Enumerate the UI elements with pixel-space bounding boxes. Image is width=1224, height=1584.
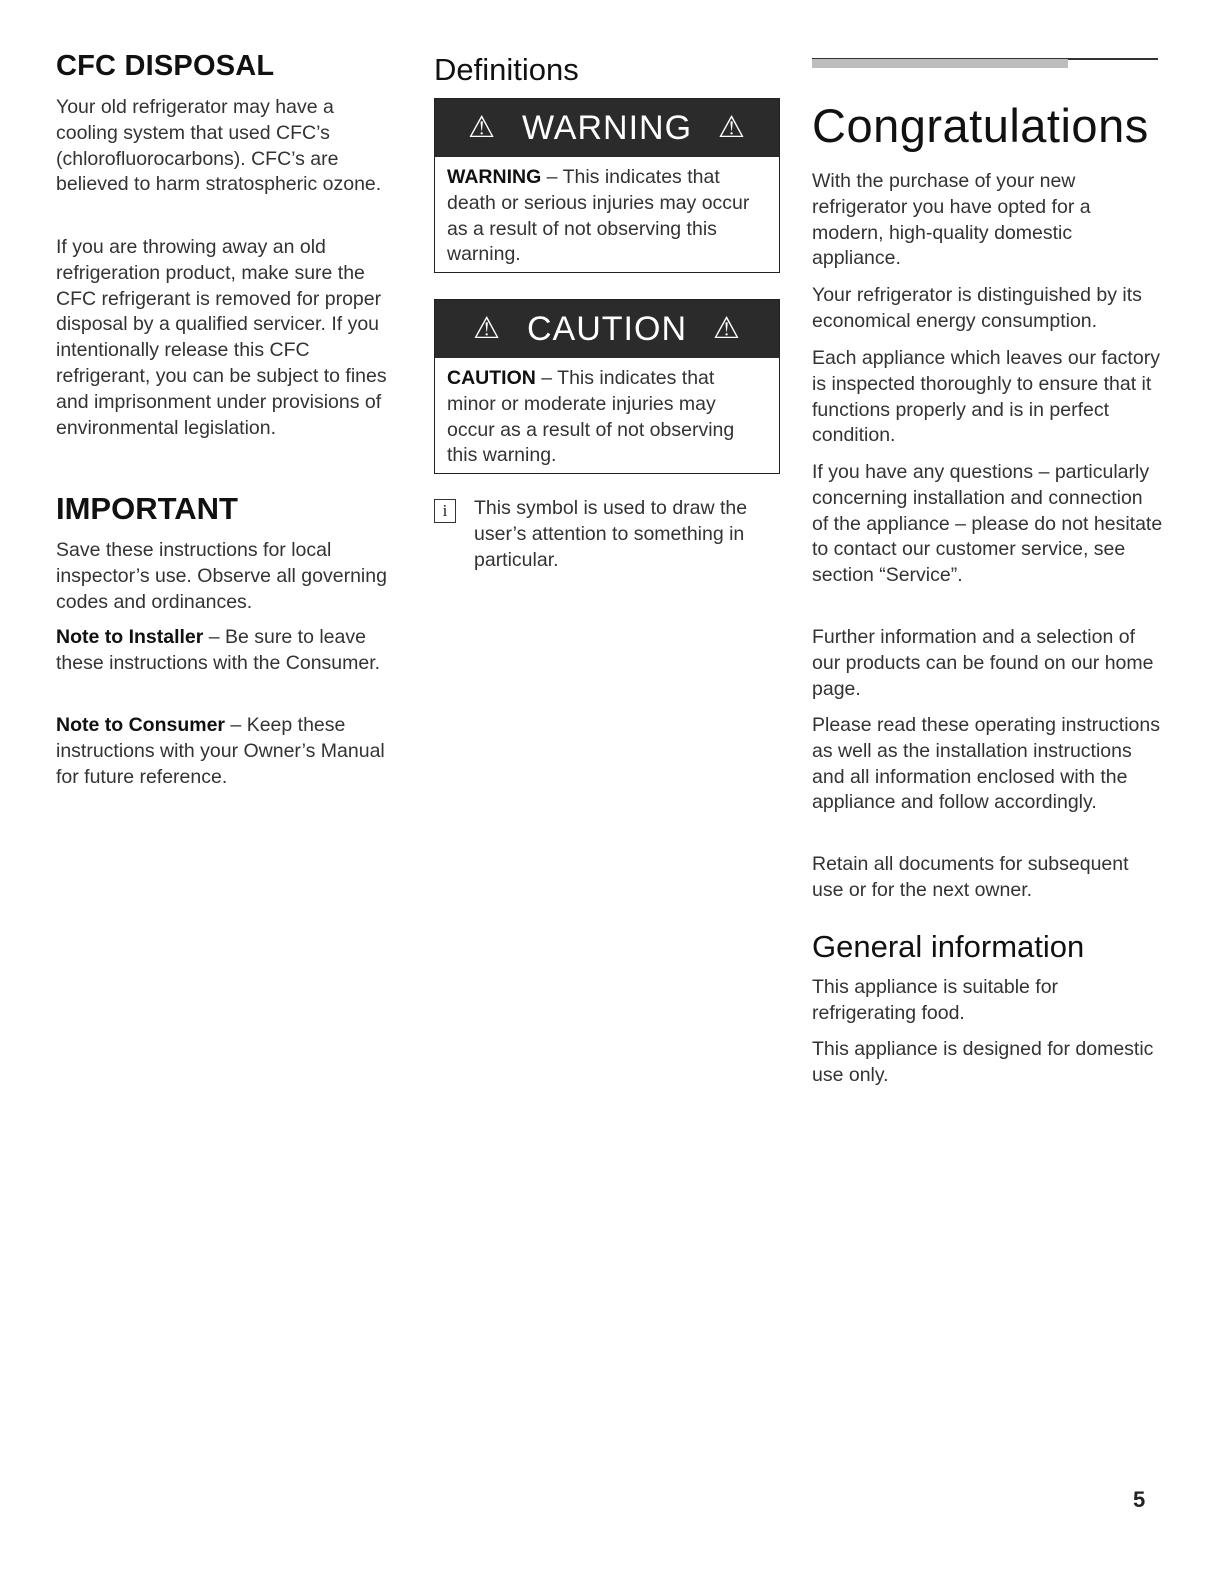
info-symbol-row	[434, 496, 779, 573]
caution-banner-text: CAUTION	[527, 309, 687, 348]
top-rule-shade	[812, 59, 1068, 68]
general-paragraph-1: This appliance is suitable for refrigerating food.	[812, 976, 1059, 1024]
congrats-paragraph-7: Retain all documents for subsequent use or for the next owner.	[812, 853, 1129, 901]
warning-triangle-icon: ⚠	[473, 312, 501, 345]
note-consumer-text: – Keep these instructions with your Owner’s Manual for future reference.	[56, 714, 385, 788]
congrats-paragraph-5: Further information and a selection of our products can be found on our home page.	[812, 626, 1154, 700]
congrats-paragraph-6: Please read these operating instructions as well as the installation instructions and all information enclosed with the appliance and follow accordingly.	[812, 714, 1160, 814]
warning-banner-text: WARNING	[521, 108, 693, 147]
caution-box	[434, 299, 780, 474]
warning-label: WARNING	[447, 166, 542, 188]
info-icon: i	[434, 499, 456, 523]
cfc-disposal-heading: CFC DISPOSAL	[56, 50, 275, 82]
congratulations-heading: Congratulations	[812, 99, 1149, 152]
general-paragraph-2: This appliance is designed for domestic use only.	[812, 1038, 1154, 1086]
important-heading: IMPORTANT	[56, 491, 238, 526]
warning-triangle-icon: ⚠	[718, 111, 746, 144]
general-information-heading: General information	[812, 929, 1085, 964]
caution-definition	[435, 358, 779, 473]
definitions-heading: Definitions	[434, 52, 579, 87]
congrats-paragraph-3: Each appliance which leaves our factory is inspected thoroughly to ensure that it functions properly and is in perfect condition.	[812, 347, 1160, 447]
caution-label: CAUTION	[447, 367, 536, 389]
important-paragraph: Save these instructions for local inspector’s use. Observe all governing codes and ordinances.	[56, 539, 387, 613]
info-symbol-text: This symbol is used to draw the user’s attention to something in particular.	[474, 497, 748, 571]
warning-banner	[435, 99, 779, 157]
note-to-installer	[56, 625, 401, 677]
note-consumer-label: Note to Consumer	[56, 714, 226, 736]
cfc-paragraph-2: If you are throwing away an old refrigeration product, make sure the CFC refrigerant is removed for proper disposal by a qualified servicer. If you intentionally release this CFC refrigerant, you can be subject to fines and imprisonment under provisions of environmental legislation.	[56, 236, 387, 439]
page-number: 5	[1133, 1487, 1146, 1512]
note-installer-label: Note to Installer	[56, 626, 204, 648]
note-to-consumer	[56, 713, 401, 790]
warning-text: – This indicates that death or serious injuries may occur as a result of not observing this warning.	[447, 166, 750, 266]
warning-triangle-icon: ⚠	[713, 312, 741, 345]
congrats-paragraph-1: With the purchase of your new refrigerator you have opted for a modern, high-quality domestic appliance.	[812, 170, 1091, 270]
congrats-paragraph-4: If you have any questions – particularly concerning installation and connection of the appliance – please do not hesitate to contact our customer service, see section “Service”.	[812, 461, 1163, 587]
caution-text: – This indicates that minor or moderate injuries may occur as a result of not observing this warning.	[447, 367, 735, 467]
warning-triangle-icon: ⚠	[468, 111, 496, 144]
note-installer-text: – Be sure to leave these instructions with the Consumer.	[56, 626, 381, 674]
warning-box	[434, 98, 780, 273]
congrats-paragraph-2: Your refrigerator is distinguished by its economical energy consumption.	[812, 284, 1142, 332]
warning-definition	[435, 157, 779, 272]
caution-banner	[435, 300, 779, 358]
cfc-paragraph-1: Your old refrigerator may have a cooling system that used CFC’s (chlorofluorocarbons). CFC’s are believed to harm stratospheric ozone.	[56, 96, 382, 196]
